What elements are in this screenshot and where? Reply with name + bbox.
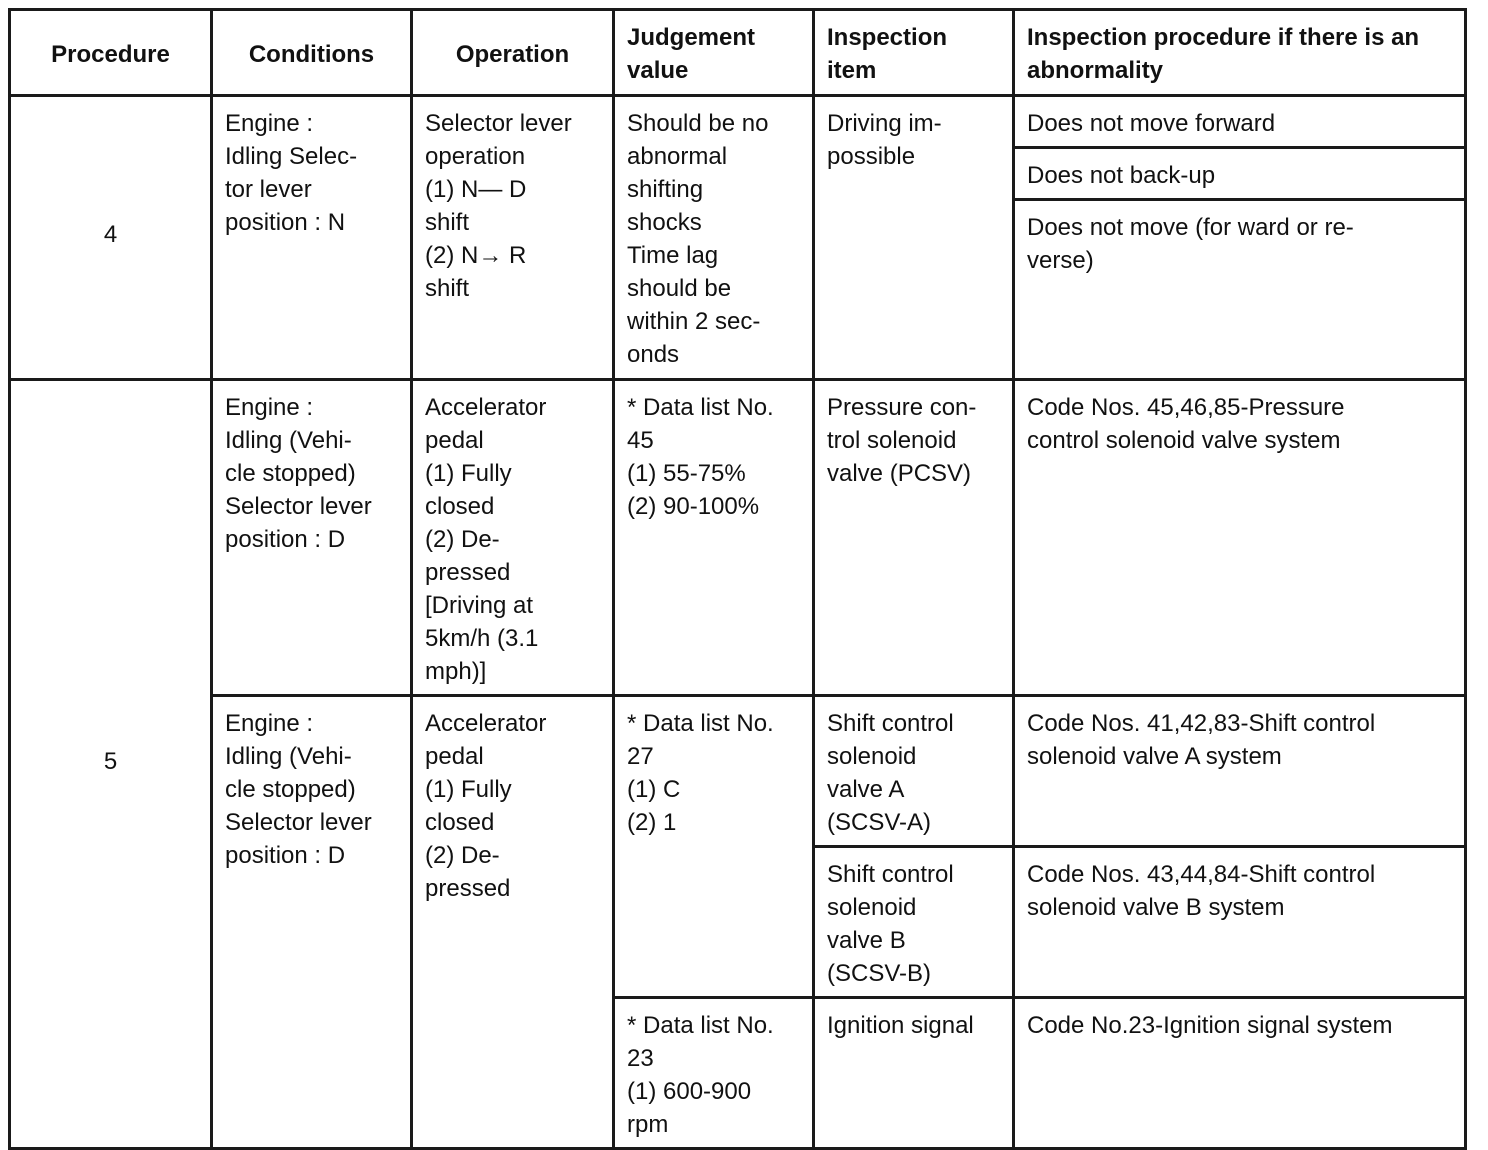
cell-text-line: (2) De- bbox=[425, 842, 500, 869]
judgement-cell bbox=[614, 696, 814, 998]
cell-text-line: 5km/h (3.1 bbox=[425, 625, 539, 652]
header-row bbox=[10, 10, 1466, 96]
cell-text-line: pressed bbox=[425, 875, 511, 902]
cell-text-line: Code Nos. 41,42,83-Shift control bbox=[1027, 710, 1376, 737]
cell-text-line: Shift control bbox=[827, 861, 954, 888]
abnormality-cell bbox=[1014, 696, 1466, 847]
cell-text-line: Pressure con- bbox=[827, 394, 977, 421]
judgement-cell bbox=[614, 96, 814, 380]
cell-text-line: valve A bbox=[827, 776, 905, 803]
cell-text-line: Idling (Vehi- bbox=[225, 743, 352, 770]
cell-text-line: Selector lever bbox=[425, 110, 572, 137]
cell-text-line: position : D bbox=[225, 526, 346, 553]
inspection-item-cell bbox=[814, 696, 1014, 847]
cell-text-line: (1) Fully bbox=[425, 776, 512, 803]
inspection-item-cell bbox=[814, 380, 1014, 696]
cell-text-line: [Driving at bbox=[425, 592, 534, 619]
cell-text-line: closed bbox=[425, 493, 495, 520]
cell-text-line: possible bbox=[827, 143, 916, 170]
cell-text-line: valve (PCSV) bbox=[827, 460, 972, 487]
cell-text-line: Does not back-up bbox=[1027, 162, 1216, 189]
cell-text-line: 23 bbox=[627, 1045, 654, 1072]
operation-cell bbox=[412, 380, 614, 696]
header-inspection-item: Inspection item bbox=[814, 10, 1014, 96]
cell-text-line: (2) 1 bbox=[627, 809, 677, 836]
cell-text-line: Code Nos. 43,44,84-Shift control bbox=[1027, 861, 1376, 888]
cell-text-line: solenoid valve A system bbox=[1027, 743, 1282, 770]
cell-text-line: * Data list No. bbox=[627, 710, 774, 737]
cell-text-line: Selector lever bbox=[225, 809, 372, 836]
cell-text-line: Does not move (for ward or re- bbox=[1027, 214, 1354, 241]
cell-text-line: (1) 55-75% bbox=[627, 460, 746, 487]
header-procedure: Procedure bbox=[10, 10, 212, 96]
header-abnormality-procedure: Inspection procedure if there is an abnormality bbox=[1014, 10, 1466, 96]
cell-text-line: position : D bbox=[225, 842, 346, 869]
cell-text-line: abnormal bbox=[627, 143, 728, 170]
inspection-item-cell bbox=[814, 847, 1014, 998]
cell-text-line: shifting bbox=[627, 176, 704, 203]
abnormality-cell bbox=[1014, 380, 1466, 696]
operation-cell bbox=[412, 96, 614, 380]
cell-text-line: closed bbox=[425, 809, 495, 836]
cell-text-line: pedal bbox=[425, 427, 484, 454]
cell-text-line: rpm bbox=[627, 1111, 669, 1138]
cell-text-line: (1) C bbox=[627, 776, 681, 803]
cell-text-line: 27 bbox=[627, 743, 654, 770]
cell-text-line: Accelerator bbox=[425, 394, 547, 421]
cell-text-line: Engine : bbox=[225, 394, 314, 421]
table-row bbox=[10, 380, 1466, 696]
cell-text-line: (1) N— D bbox=[425, 176, 527, 203]
cell-text-line: onds bbox=[627, 341, 680, 368]
cell-text-line: Idling (Vehi- bbox=[225, 427, 352, 454]
cell-text-line: (1) 600-900 bbox=[627, 1078, 752, 1105]
inspection-item-cell bbox=[814, 998, 1014, 1149]
cell-text-line: 45 bbox=[627, 427, 654, 454]
cell-text-line: Code No.23-Ignition signal system bbox=[1027, 1012, 1393, 1039]
cell-text-line: Does not move forward bbox=[1027, 110, 1276, 137]
cell-text-line: Selector lever bbox=[225, 493, 372, 520]
cell-text-line: operation bbox=[425, 143, 526, 170]
cell-text-line: Shift control bbox=[827, 710, 954, 737]
cell-text-line: Should be no bbox=[627, 110, 769, 137]
cell-text-line: Engine : bbox=[225, 110, 314, 137]
cell-text-line: (SCSV-B) bbox=[827, 960, 932, 987]
table-row bbox=[10, 696, 1466, 847]
operation-cell bbox=[412, 696, 614, 1149]
abnormality-cell bbox=[1014, 200, 1466, 380]
conditions-cell bbox=[212, 96, 412, 380]
abnormality-cell bbox=[1014, 148, 1466, 200]
cell-text-line: (2) N→ R bbox=[425, 242, 527, 269]
cell-text-line: Idling Selec- bbox=[225, 143, 358, 170]
cell-text-line: Engine : bbox=[225, 710, 314, 737]
cell-text-line: shocks bbox=[627, 209, 702, 236]
procedure-number: 4 bbox=[10, 96, 212, 380]
cell-text-line: Driving im- bbox=[827, 110, 942, 137]
cell-text-line: Code Nos. 45,46,85-Pressure bbox=[1027, 394, 1345, 421]
cell-text-line: pressed bbox=[425, 559, 511, 586]
cell-text-line: valve B bbox=[827, 927, 906, 954]
cell-text-line: Time lag bbox=[627, 242, 719, 269]
cell-text-line: within 2 sec- bbox=[627, 308, 761, 335]
cell-text-line: (SCSV-A) bbox=[827, 809, 932, 836]
cell-text-line: control solenoid valve system bbox=[1027, 427, 1341, 454]
header-conditions: Conditions bbox=[212, 10, 412, 96]
procedure-number: 5 bbox=[10, 380, 212, 1149]
cell-text-line: position : N bbox=[225, 209, 346, 236]
cell-text-line: * Data list No. bbox=[627, 1012, 774, 1039]
header-judgement-value: Judgement value bbox=[614, 10, 814, 96]
cell-text-line: solenoid bbox=[827, 743, 917, 770]
cell-text-line: solenoid valve B system bbox=[1027, 894, 1285, 921]
inspection-table bbox=[8, 8, 1467, 1150]
header-operation: Operation bbox=[412, 10, 614, 96]
cell-text-line: cle stopped) bbox=[225, 776, 356, 803]
inspection-item-cell bbox=[814, 96, 1014, 380]
table-row bbox=[10, 96, 1466, 148]
cell-text-line: trol solenoid bbox=[827, 427, 957, 454]
cell-text-line: mph)] bbox=[425, 658, 487, 685]
cell-text-line: (1) Fully bbox=[425, 460, 512, 487]
cell-text-line: tor lever bbox=[225, 176, 312, 203]
cell-text-line: solenoid bbox=[827, 894, 917, 921]
cell-text-line: cle stopped) bbox=[225, 460, 356, 487]
cell-text-line: verse) bbox=[1027, 247, 1094, 274]
cell-text-line: shift bbox=[425, 209, 470, 236]
judgement-cell bbox=[614, 380, 814, 696]
cell-text-line: (2) De- bbox=[425, 526, 500, 553]
cell-text-line: shift bbox=[425, 275, 470, 302]
judgement-cell bbox=[614, 998, 814, 1149]
cell-text-line: should be bbox=[627, 275, 732, 302]
conditions-cell bbox=[212, 380, 412, 696]
cell-text-line: * Data list No. bbox=[627, 394, 774, 421]
cell-text-line: pedal bbox=[425, 743, 484, 770]
cell-text-line: (2) 90-100% bbox=[627, 493, 760, 520]
cell-text-line: Accelerator bbox=[425, 710, 547, 737]
abnormality-cell bbox=[1014, 998, 1466, 1149]
conditions-cell bbox=[212, 696, 412, 1149]
cell-text-line: Ignition signal bbox=[827, 1012, 974, 1039]
abnormality-cell bbox=[1014, 96, 1466, 148]
abnormality-cell bbox=[1014, 847, 1466, 998]
